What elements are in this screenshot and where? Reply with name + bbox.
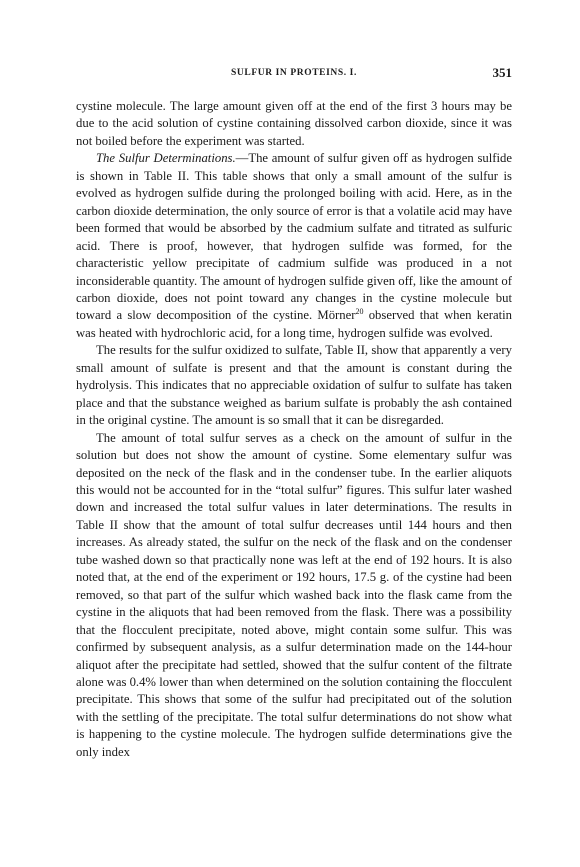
journal-page (76, 62, 512, 761)
page-number: 351 (492, 65, 512, 80)
body-text (76, 98, 512, 761)
paragraph-total-sulfur: The amount of total sulfur serves as a check on the amount of sulfur in the solution but does not show the amount of cystine. Some elementary sulfur was deposited on the neck of the flask and in the condenser tube. In the earlier aliquots this would not be accounted for in the “total sulfur” figures. This sulfur later washed down and increased the total sulfur values in later determinations. The results in Table II show that the amount of total sulfur decreases until 144 hours and then increases. As already stated, the sulfur on the neck of the flask and on the condenser tube washed down so that practically none was left at the end of 192 hours. It is also noted that, at the end of the experiment or 192 hours, 17.5 g. of the cystine had been removed, so that part of the sulfur which washed back into the flask came from the cystine in the aliquots that had been removed from the flask. There was a possibility that the flocculent precipitate, noted above, might contain some sulfur. This was confirmed by subsequent analysis, as a sulfur determination made on the 144-hour aliquot after the precipitate had settled, showed that the sulfur content of the filtrate alone was 0.4% lower than when determined on the solution containing the flocculent precipitate. This shows that some of the sulfur had precipitated out of the solution with the settling of the precipitate. The total sulfur determinations do not show what is happening to the cystine molecule. The hydrogen sulfide determinations give the only index (76, 430, 512, 759)
paragraph-text: —The amount of sulfur given off as hydrogen sulfide is shown in Table II. This table shows that only a small amount of the sulfur is evolved as hydrogen sulfide during the prolonged boiling with acid. Here, as in the carbon dioxide determination, the only source of error is that a volatile acid may have been formed that would be absorbed by the cadmium sulfate and titrated as sulfuric acid. There is proof, however, that hydrogen sulfide was formed, for the characteristic yellow precipitate of cadmium sulfide was produced in a not inconsiderable quantity. The amount of hydrogen sulfide given off, like the amount of carbon dioxide, does not point toward any changes in the cystine molecule but toward a slow decomposition of the cystine. Mörner (76, 151, 512, 323)
reference-superscript: 20 (355, 307, 364, 317)
running-title: SULFUR IN PROTEINS. I. (231, 68, 357, 78)
paragraph-sulfur-determinations (76, 150, 512, 342)
running-head (76, 62, 512, 84)
paragraph-text-continued: observed that when keratin was heated with hydrochloric acid, for a long time, hydrogen sulfide was evolved. (76, 308, 512, 340)
paragraph-continuation: cystine molecule. The large amount given off at the end of the first 3 hours may be due to the acid solution of cystine containing dissolved carbon dioxide, since it was not boiled before the experiment was started. (76, 99, 512, 148)
paragraph-sulfate-results: The results for the sulfur oxidized to sulfate, Table II, show that apparently a very small amount of sulfate is present and that the amount is constant during the hydrolysis. This indicates that no appreciable oxidation of sulfur to sulfate has taken place and that the substance weighed as barium sulfate is probably the ash contained in the original cystine. The amount is so small that it can be disregarded. (76, 343, 512, 428)
section-lead-heading: The Sulfur Determinations. (96, 151, 236, 166)
